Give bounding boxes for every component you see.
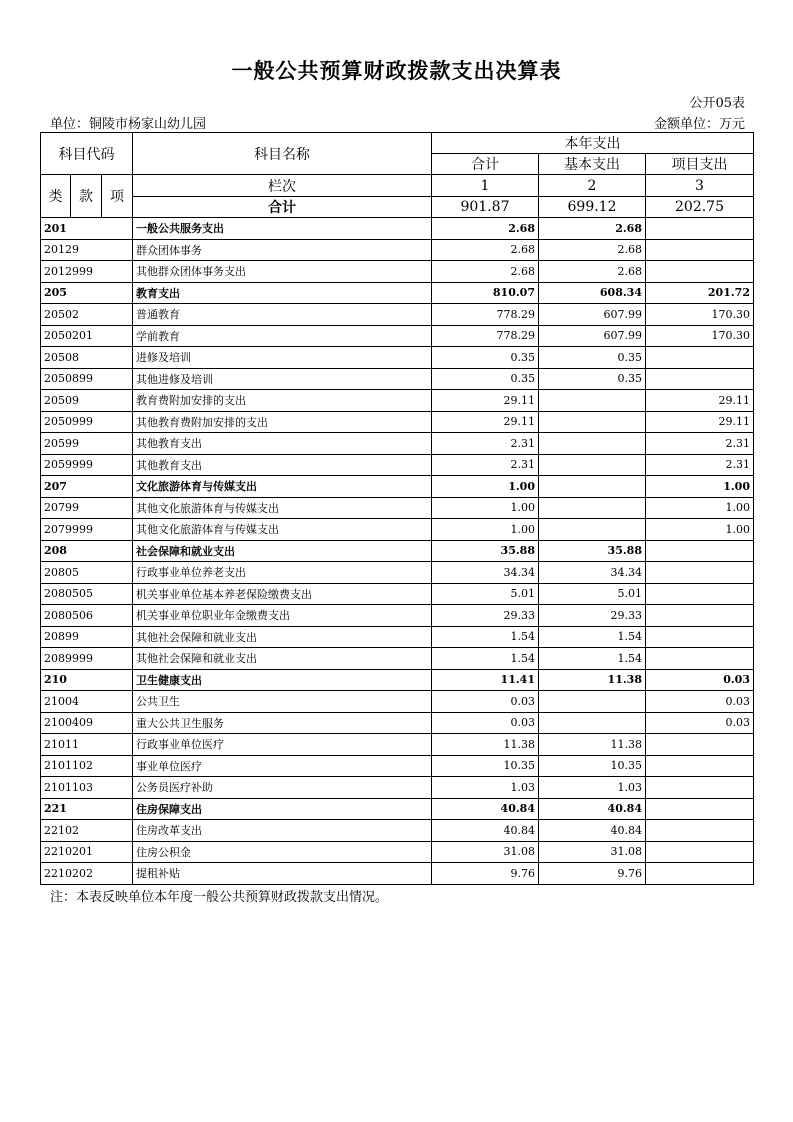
row-basic: 11.38: [539, 734, 646, 756]
row-project: 170.30: [646, 304, 754, 326]
header-col1: 1: [432, 175, 539, 197]
unit-label: 单位：铜陵市杨家山幼儿园: [50, 117, 207, 132]
row-total: 29.11: [432, 390, 539, 412]
row-code: 2050999: [41, 411, 133, 433]
row-code: 22102: [41, 820, 133, 842]
row-name: 公共卫生: [133, 691, 432, 713]
table-row: [41, 368, 754, 390]
row-name: 社会保障和就业支出: [133, 540, 432, 562]
row-basic: [539, 497, 646, 519]
row-project: [646, 540, 754, 562]
table-row: [41, 863, 754, 885]
row-code: 20599: [41, 433, 133, 455]
row-code: 2050899: [41, 368, 133, 390]
row-name: 机关事业单位职业年金缴费支出: [133, 605, 432, 627]
row-code: 2210202: [41, 863, 133, 885]
row-total: 29.33: [432, 605, 539, 627]
row-basic: [539, 476, 646, 498]
row-name: 群众团体事务: [133, 239, 432, 261]
row-code: 20899: [41, 626, 133, 648]
expenditure-table: [40, 132, 754, 885]
table-row: [41, 777, 754, 799]
row-name: 其他社会保障和就业支出: [133, 626, 432, 648]
row-total: 0.35: [432, 368, 539, 390]
row-code: 2080506: [41, 605, 133, 627]
total-row-label: 合计: [133, 197, 432, 218]
header-project: 项目支出: [646, 154, 754, 175]
header-lei: 类: [41, 175, 71, 218]
row-code: 20799: [41, 497, 133, 519]
total-row-total: 901.87: [432, 197, 539, 218]
table-row: [41, 282, 754, 304]
row-project: 2.31: [646, 454, 754, 476]
row-basic: 2.68: [539, 261, 646, 283]
table-row: [41, 841, 754, 863]
total-row-basic: 699.12: [539, 197, 646, 218]
row-name: 其他文化旅游体育与传媒支出: [133, 497, 432, 519]
row-basic: 1.03: [539, 777, 646, 799]
row-total: 2.68: [432, 218, 539, 240]
row-code: 205: [41, 282, 133, 304]
row-total: 2.31: [432, 433, 539, 455]
row-name: 进修及培训: [133, 347, 432, 369]
row-code: 2210201: [41, 841, 133, 863]
row-total: 5.01: [432, 583, 539, 605]
row-total: 35.88: [432, 540, 539, 562]
row-total: 10.35: [432, 755, 539, 777]
total-row-project: 202.75: [646, 197, 754, 218]
row-code: 221: [41, 798, 133, 820]
row-code: 21004: [41, 691, 133, 713]
row-total: 11.41: [432, 669, 539, 691]
table-row: [41, 519, 754, 541]
row-basic: 34.34: [539, 562, 646, 584]
row-total: 810.07: [432, 282, 539, 304]
row-total: 0.03: [432, 712, 539, 734]
row-total: 1.03: [432, 777, 539, 799]
row-basic: 607.99: [539, 325, 646, 347]
table-row: [41, 755, 754, 777]
row-project: 201.72: [646, 282, 754, 304]
table-row: [41, 325, 754, 347]
row-total: 778.29: [432, 304, 539, 326]
row-basic: 9.76: [539, 863, 646, 885]
row-project: [646, 347, 754, 369]
header-total: 合计: [432, 154, 539, 175]
row-basic: [539, 712, 646, 734]
row-code: 2100409: [41, 712, 133, 734]
row-name: 文化旅游体育与传媒支出: [133, 476, 432, 498]
row-name: 一般公共服务支出: [133, 218, 432, 240]
row-name: 提租补贴: [133, 863, 432, 885]
row-project: 29.11: [646, 390, 754, 412]
header-column-label: 栏次: [133, 175, 432, 197]
row-name: 住房改革支出: [133, 820, 432, 842]
table-row: [41, 583, 754, 605]
row-basic: 2.68: [539, 218, 646, 240]
table-row: [41, 497, 754, 519]
header-code: 科目代码: [41, 133, 133, 175]
table-row: [41, 540, 754, 562]
header-col2: 2: [539, 175, 646, 197]
row-name: 其他群众团体事务支出: [133, 261, 432, 283]
table-row: [41, 712, 754, 734]
row-basic: 0.35: [539, 347, 646, 369]
row-project: 170.30: [646, 325, 754, 347]
row-code: 2059999: [41, 454, 133, 476]
row-name: 公务员医疗补助: [133, 777, 432, 799]
row-basic: 40.84: [539, 798, 646, 820]
row-project: [646, 820, 754, 842]
row-total: 1.54: [432, 648, 539, 670]
row-basic: 40.84: [539, 820, 646, 842]
table-row: [41, 798, 754, 820]
row-code: 201: [41, 218, 133, 240]
row-project: [646, 626, 754, 648]
table-row: [41, 304, 754, 326]
row-total: 29.11: [432, 411, 539, 433]
row-name: 行政事业单位医疗: [133, 734, 432, 756]
row-basic: 608.34: [539, 282, 646, 304]
row-project: [646, 583, 754, 605]
row-basic: 1.54: [539, 626, 646, 648]
row-basic: 607.99: [539, 304, 646, 326]
row-total: 1.00: [432, 476, 539, 498]
row-total: 1.00: [432, 497, 539, 519]
row-code: 208: [41, 540, 133, 562]
row-project: [646, 734, 754, 756]
row-basic: [539, 519, 646, 541]
header-col3: 3: [646, 175, 754, 197]
header-xiang: 项: [102, 175, 133, 218]
header-name: 科目名称: [133, 133, 432, 175]
row-total: 11.38: [432, 734, 539, 756]
row-project: 0.03: [646, 712, 754, 734]
row-basic: [539, 390, 646, 412]
row-name: 教育费附加安排的支出: [133, 390, 432, 412]
header-basic: 基本支出: [539, 154, 646, 175]
row-project: 29.11: [646, 411, 754, 433]
row-code: 207: [41, 476, 133, 498]
row-basic: 11.38: [539, 669, 646, 691]
row-total: 9.76: [432, 863, 539, 885]
row-project: 0.03: [646, 669, 754, 691]
row-code: 2079999: [41, 519, 133, 541]
row-basic: [539, 411, 646, 433]
header-kuan: 款: [71, 175, 102, 218]
table-row: [41, 239, 754, 261]
row-project: [646, 755, 754, 777]
row-basic: 31.08: [539, 841, 646, 863]
row-project: [646, 863, 754, 885]
row-code: 20509: [41, 390, 133, 412]
row-project: [646, 562, 754, 584]
row-basic: 29.33: [539, 605, 646, 627]
row-basic: 35.88: [539, 540, 646, 562]
row-name: 事业单位医疗: [133, 755, 432, 777]
table-row: [41, 347, 754, 369]
row-total: 31.08: [432, 841, 539, 863]
row-project: [646, 798, 754, 820]
row-project: 1.00: [646, 519, 754, 541]
row-name: 其他教育费附加安排的支出: [133, 411, 432, 433]
row-total: 2.68: [432, 239, 539, 261]
row-total: 0.35: [432, 347, 539, 369]
row-name: 住房保障支出: [133, 798, 432, 820]
row-total: 2.68: [432, 261, 539, 283]
table-row: [41, 626, 754, 648]
row-name: 其他教育支出: [133, 433, 432, 455]
row-project: [646, 368, 754, 390]
row-project: 1.00: [646, 497, 754, 519]
row-total: 2.31: [432, 454, 539, 476]
table-row: [41, 218, 754, 240]
row-code: 20502: [41, 304, 133, 326]
row-code: 2089999: [41, 648, 133, 670]
row-code: 210: [41, 669, 133, 691]
header-year-expense: 本年支出: [432, 133, 754, 154]
row-project: [646, 605, 754, 627]
row-project: 2.31: [646, 433, 754, 455]
row-code: 2101103: [41, 777, 133, 799]
row-code: 21011: [41, 734, 133, 756]
row-project: 0.03: [646, 691, 754, 713]
table-row: [41, 648, 754, 670]
row-name: 住房公积金: [133, 841, 432, 863]
row-project: [646, 261, 754, 283]
table-row: [41, 433, 754, 455]
row-name: 其他社会保障和就业支出: [133, 648, 432, 670]
row-total: 34.34: [432, 562, 539, 584]
row-project: [646, 239, 754, 261]
row-name: 其他教育支出: [133, 454, 432, 476]
row-total: 1.00: [432, 519, 539, 541]
row-name: 其他文化旅游体育与传媒支出: [133, 519, 432, 541]
table-row: [41, 669, 754, 691]
row-name: 重大公共卫生服务: [133, 712, 432, 734]
row-name: 卫生健康支出: [133, 669, 432, 691]
row-name: 其他进修及培训: [133, 368, 432, 390]
row-basic: [539, 691, 646, 713]
row-code: 20805: [41, 562, 133, 584]
row-name: 普通教育: [133, 304, 432, 326]
row-total: 0.03: [432, 691, 539, 713]
row-project: [646, 218, 754, 240]
table-row: [41, 820, 754, 842]
row-code: 2080505: [41, 583, 133, 605]
row-basic: [539, 454, 646, 476]
table-row: [41, 605, 754, 627]
table-body: [41, 218, 754, 885]
row-project: [646, 777, 754, 799]
row-total: 40.84: [432, 798, 539, 820]
row-name: 学前教育: [133, 325, 432, 347]
row-code: 2101102: [41, 755, 133, 777]
table-row: [41, 562, 754, 584]
page-title: 一般公共预算财政拨款支出决算表: [231, 59, 562, 83]
row-basic: 1.54: [539, 648, 646, 670]
row-basic: 2.68: [539, 239, 646, 261]
amount-unit-label: 金额单位：万元: [653, 117, 745, 132]
row-project: 1.00: [646, 476, 754, 498]
footnote: 注：本表反映单位本年度一般公共预算财政拨款支出情况。: [50, 890, 389, 905]
table-row: [41, 261, 754, 283]
row-total: 778.29: [432, 325, 539, 347]
row-project: [646, 648, 754, 670]
table-row: [41, 691, 754, 713]
row-name: 机关事业单位基本养老保险缴费支出: [133, 583, 432, 605]
row-total: 40.84: [432, 820, 539, 842]
form-number: 公开05表: [689, 96, 745, 111]
row-total: 1.54: [432, 626, 539, 648]
table-row: [41, 411, 754, 433]
row-basic: [539, 433, 646, 455]
row-basic: 10.35: [539, 755, 646, 777]
table-row: [41, 734, 754, 756]
row-name: 教育支出: [133, 282, 432, 304]
table-row: [41, 476, 754, 498]
table-row: [41, 454, 754, 476]
row-basic: 5.01: [539, 583, 646, 605]
row-code: 20129: [41, 239, 133, 261]
row-basic: 0.35: [539, 368, 646, 390]
row-code: 2012999: [41, 261, 133, 283]
row-code: 20508: [41, 347, 133, 369]
row-name: 行政事业单位养老支出: [133, 562, 432, 584]
row-code: 2050201: [41, 325, 133, 347]
row-project: [646, 841, 754, 863]
table-row: [41, 390, 754, 412]
